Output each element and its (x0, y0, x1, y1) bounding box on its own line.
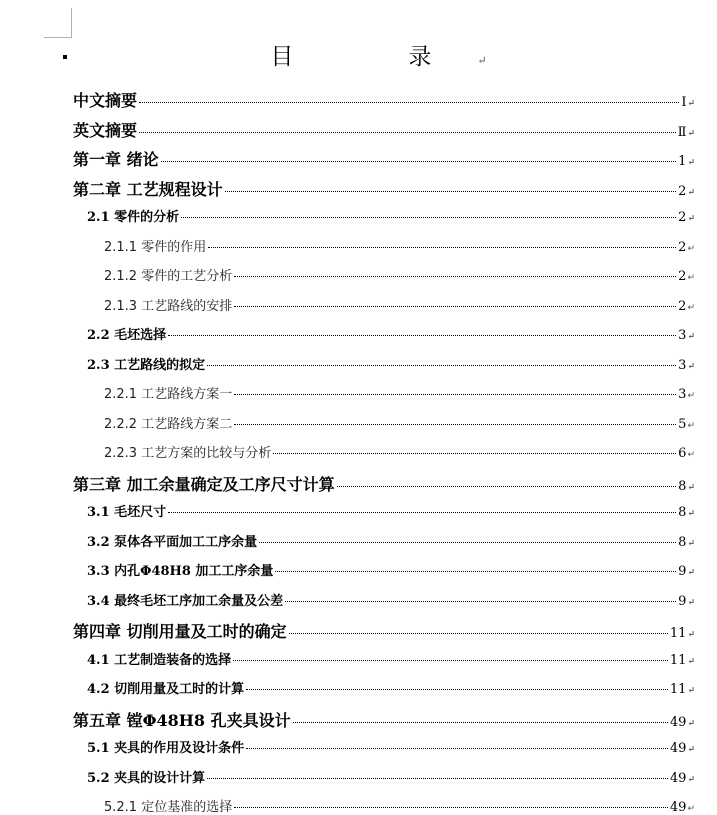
paragraph-mark-icon: ↵ (687, 745, 695, 755)
toc-dot-leader (285, 600, 676, 602)
toc-dot-leader (289, 632, 668, 634)
toc-entry-label: 2.2.1 工艺路线方案一 (104, 387, 233, 402)
toc-dot-leader (234, 305, 676, 307)
toc-entry-page: 3 (678, 357, 687, 373)
toc-entry-label: 5.1 夹具的作用及设计条件 (87, 741, 245, 756)
toc-entry-label: 第四章 切削用量及工时的确定 (73, 622, 287, 641)
toc-entry-page: 1 (678, 154, 687, 169)
paragraph-mark-icon: ↵ (687, 187, 695, 198)
toc-dot-leader (139, 131, 676, 133)
toc-entry-label: 2.2 毛坯选择 (87, 328, 167, 343)
toc-entry[interactable] (73, 147, 695, 170)
toc-entry[interactable] (87, 501, 695, 520)
paragraph-mark-icon: ↵ (687, 482, 695, 493)
toc-entry[interactable] (87, 767, 695, 786)
toc-entry[interactable] (73, 177, 695, 200)
toc-entry-label: 第五章 镗Φ48H8 孔夹具设计 (73, 710, 291, 730)
toc-entry-label: 第一章 绪论 (73, 150, 159, 169)
toc-entry-page: 9 (678, 593, 687, 609)
toc-entry-page: 3 (678, 387, 687, 402)
toc-entry[interactable] (87, 560, 695, 579)
paragraph-mark-icon: ↵ (687, 630, 695, 640)
paragraph-mark-icon: ↵ (687, 804, 695, 814)
toc-entry[interactable] (87, 531, 695, 550)
paragraph-mark-icon: ↵ (687, 243, 695, 254)
toc-dot-leader (139, 101, 679, 103)
toc-dot-leader (234, 393, 676, 395)
toc-entry-page: 11 (669, 626, 687, 641)
toc-entry[interactable] (73, 88, 695, 111)
toc-dot-leader (233, 659, 668, 661)
toc-entry[interactable] (87, 590, 695, 609)
toc-entry-label: 3.4 最终毛坯工序加工余量及公差 (87, 593, 284, 609)
toc-entry-page: 2 (678, 239, 687, 255)
toc-entry-page: 3 (678, 328, 687, 343)
paragraph-mark-icon: ↵ (687, 128, 695, 139)
toc-entry-page: 2 (678, 210, 687, 225)
toc-entry[interactable] (104, 383, 695, 402)
toc-entry-page: 8 (678, 478, 687, 494)
toc-dot-leader (181, 216, 676, 218)
toc-dot-leader (234, 275, 676, 277)
toc-entry-label: 2.2.2 工艺路线方案二 (104, 416, 233, 432)
toc-entry-label: 中文摘要 (73, 91, 138, 110)
toc-dot-leader (273, 452, 676, 454)
toc-dot-leader (275, 570, 676, 572)
toc-dot-leader (234, 806, 668, 808)
paragraph-mark-icon: ↵ (687, 509, 695, 519)
paragraph-mark-icon: ↵ (687, 332, 695, 342)
toc-entry-label: 第三章 加工余量确定及工序尺寸计算 (73, 474, 335, 494)
toc-entry-page: 11 (669, 682, 687, 697)
toc-title (0, 38, 717, 71)
toc-entry-label: 4.1 工艺制造装备的选择 (87, 652, 232, 668)
toc-entry-label: 英文摘要 (73, 120, 138, 140)
paragraph-mark-icon: ↵ (687, 158, 695, 168)
toc-entry-label: 2.1 零件的分析 (87, 210, 180, 225)
toc-entry[interactable] (104, 442, 695, 461)
toc-entry-page: Ⅰ (681, 95, 687, 110)
toc-dot-leader (207, 777, 668, 779)
toc-dot-leader (246, 688, 668, 690)
paragraph-mark-icon: ↵ (687, 273, 695, 283)
toc-entry-page: 49 (669, 770, 687, 786)
page-corner-mark-vertical (71, 8, 72, 38)
paragraph-mark-icon: ↵ (687, 718, 695, 729)
toc-dot-leader (225, 190, 677, 192)
paragraph-mark-icon: ↵ (687, 420, 695, 431)
toc-entry-page: 11 (669, 652, 687, 668)
toc-entry[interactable] (104, 265, 695, 284)
paragraph-mark-icon: ↵ (687, 774, 695, 785)
toc-entry-label: 2.1.3 工艺路线的安排 (104, 298, 233, 314)
paragraph-mark-icon: ↵ (687, 597, 695, 608)
toc-entry[interactable] (87, 324, 695, 343)
paragraph-mark-icon: ↵ (687, 302, 695, 313)
toc-entry-label: 2.1.2 零件的工艺分析 (104, 269, 233, 284)
toc-entry-page: 2 (678, 183, 687, 199)
paragraph-mark-icon: ↵ (687, 686, 695, 696)
toc-dot-leader (207, 364, 676, 366)
toc-entry-label: 5.2.1 定位基准的选择 (104, 800, 233, 815)
toc-dot-leader (168, 511, 676, 513)
toc-entry-label: 3.2 泵体各平面加工工序余量 (87, 534, 258, 550)
toc-entry-page: 49 (669, 714, 687, 730)
toc-entry-page: 8 (678, 534, 687, 550)
toc-entry-label: 第二章 工艺规程设计 (73, 179, 223, 199)
toc-dot-leader (293, 721, 668, 723)
toc-entry-page: 8 (678, 505, 687, 520)
toc-entry[interactable] (73, 472, 695, 495)
paragraph-mark-icon: ↵ (687, 99, 695, 109)
toc-entry[interactable] (73, 619, 695, 642)
paragraph-mark-icon: ↵ (687, 361, 695, 372)
toc-dot-leader (168, 334, 676, 336)
toc-title-text: 目 录 (270, 44, 478, 70)
toc-entry-page: 2 (678, 298, 687, 314)
paragraph-mark-icon: ↵ (687, 214, 695, 224)
toc-dot-leader (161, 160, 677, 162)
toc-entry[interactable] (73, 118, 695, 141)
toc-entry[interactable] (104, 295, 695, 314)
paragraph-mark-icon: ↵ (687, 656, 695, 667)
toc-dot-leader (246, 747, 668, 749)
toc-entry[interactable] (104, 236, 695, 255)
toc-entry-page: Ⅱ (677, 124, 687, 140)
paragraph-mark-icon: ↵ (687, 538, 695, 549)
toc-entry-page: 2 (678, 269, 687, 284)
toc-entry-label: 2.2.3 工艺方案的比较与分析 (104, 446, 272, 461)
toc-entry-page: 6 (678, 446, 687, 461)
paragraph-mark-icon: ↵ (687, 450, 695, 460)
toc-entry-label: 3.3 内孔Φ48H8 加工工序余量 (87, 564, 274, 579)
toc-entry-label: 2.1.1 零件的作用 (104, 239, 207, 255)
toc-dot-leader (208, 246, 676, 248)
toc-entry[interactable] (87, 737, 695, 756)
toc-dot-leader (337, 485, 677, 487)
toc-entry-page: 5 (678, 416, 687, 432)
toc-dot-leader (259, 541, 676, 543)
paragraph-mark-icon: ↵ (687, 391, 695, 401)
toc-entry[interactable] (87, 678, 695, 697)
paragraph-mark-icon: ↵ (477, 54, 487, 67)
toc-entry-page: 9 (678, 564, 687, 579)
toc-entry-page: 49 (669, 800, 687, 815)
toc-entry-label: 3.1 毛坯尺寸 (87, 505, 167, 520)
toc-entry[interactable] (104, 413, 695, 432)
toc-entry[interactable] (87, 206, 695, 225)
toc-entry-label: 4.2 切削用量及工时的计算 (87, 682, 245, 697)
toc-entry-label: 5.2 夹具的设计计算 (87, 770, 206, 786)
toc-entry-page: 49 (669, 741, 687, 756)
toc-entry[interactable] (87, 649, 695, 668)
toc-dot-leader (234, 423, 676, 425)
paragraph-mark-icon: ↵ (687, 568, 695, 578)
toc-entry-label: 2.3 工艺路线的拟定 (87, 357, 206, 373)
toc-entry[interactable] (73, 708, 695, 731)
toc-entry[interactable] (87, 354, 695, 373)
toc-entry[interactable] (104, 796, 695, 815)
